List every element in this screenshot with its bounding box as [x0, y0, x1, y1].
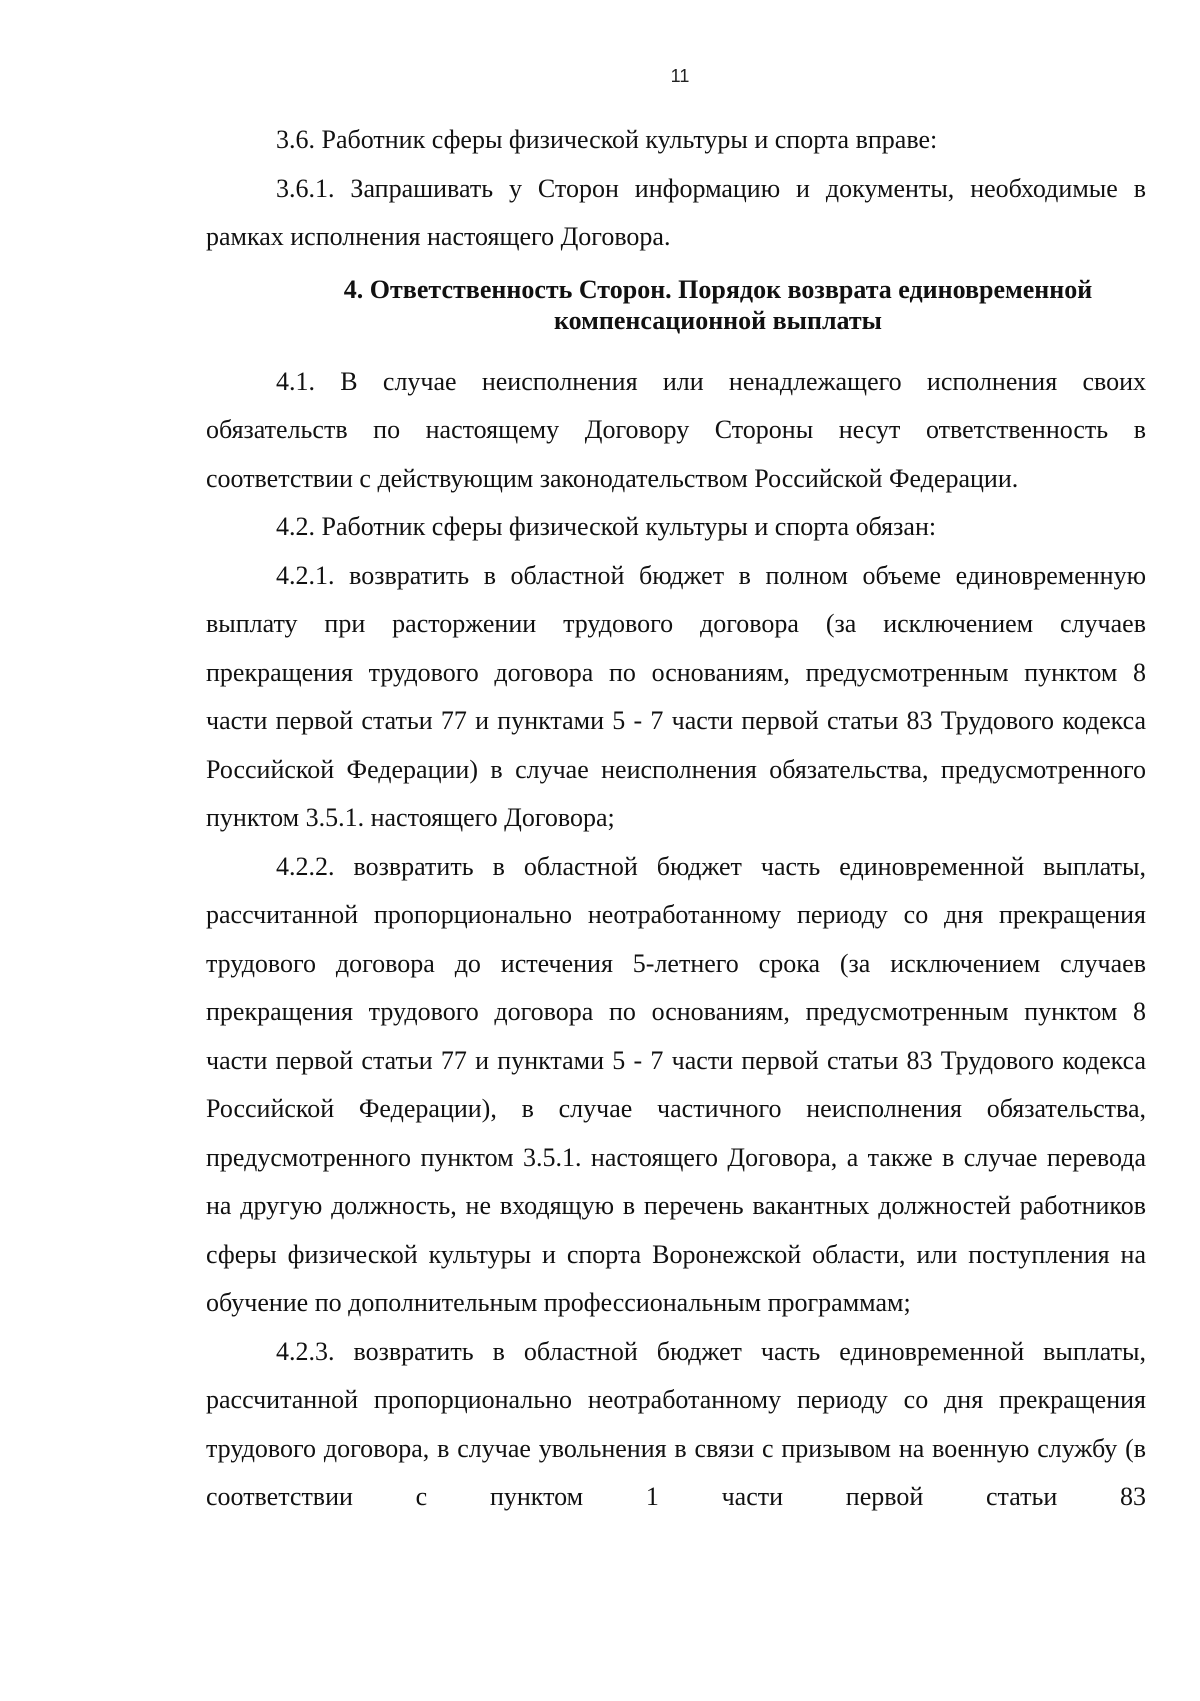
document-body [206, 116, 1146, 1522]
paragraph-3-6: 3.6. Работник сферы физической культуры и спорта вправе: [276, 125, 938, 154]
paragraph-3-6-1: 3.6.1. Запрашивать у Сторон информацию и документы, необходимые в рамках исполнения настоящего Договора. [206, 173, 1146, 251]
paragraph-4-1: 4.1. В случае неисполнения или ненадлежащего исполнения своих обязательств по настоящему Договору Стороны несут ответственность в соответствии с действующим законодательством Российской Федерации. [206, 366, 1146, 493]
paragraph-4-2: 4.2. Работник сферы физической культуры и спорта обязан: [276, 512, 937, 541]
page-number: 11 [670, 66, 690, 86]
section-heading-4: 4. Ответственность Сторон. Порядок возврата единовременной компенсационной выплаты [343, 274, 1093, 335]
paragraph-4-2-1: 4.2.1. возвратить в областной бюджет в полном объеме единовременную выплату при расторжении трудового договора (за исключением случаев прекращения трудового договора по основаниям, предусмотренным пунктом 8 части первой статьи 77 и пунктами 5 - 7 части первой статьи 83 Трудового кодекса Российской Федерации) в случае неисполнения обязательства, предусмотренного пунктом 3.5.1. настоящего Договора; [206, 560, 1146, 832]
paragraph-4-2-3: 4.2.3. возвратить в областной бюджет часть единовременной выплаты, рассчитанной пропорционально неотработанному периоду со дня прекращения трудового договора, в случае увольнения в связи с призывом на военную службу (в соответствии с пунктом 1 части первой статьи 83 [206, 1336, 1146, 1511]
paragraph-4-2-2: 4.2.2. возвратить в областной бюджет часть единовременной выплаты, рассчитанной пропорционально неотработанному периоду со дня прекращения трудового договора до истечения 5-летнего срока (за исключением случаев прекращения трудового договора по основаниям, предусмотренным пунктом 8 части первой статьи 77 и пунктами 5 - 7 части первой статьи 83 Трудового кодекса Российской Федерации), в случае частичного неисполнения обязательства, предусмотренного пунктом 3.5.1. настоящего Договора, а также в случае перевода на другую должность, не входящую в перечень вакантных должностей работников сферы физической культуры и спорта Воронежской области, или поступления на обучение по дополнительным профессиональным программам; [206, 851, 1146, 1317]
